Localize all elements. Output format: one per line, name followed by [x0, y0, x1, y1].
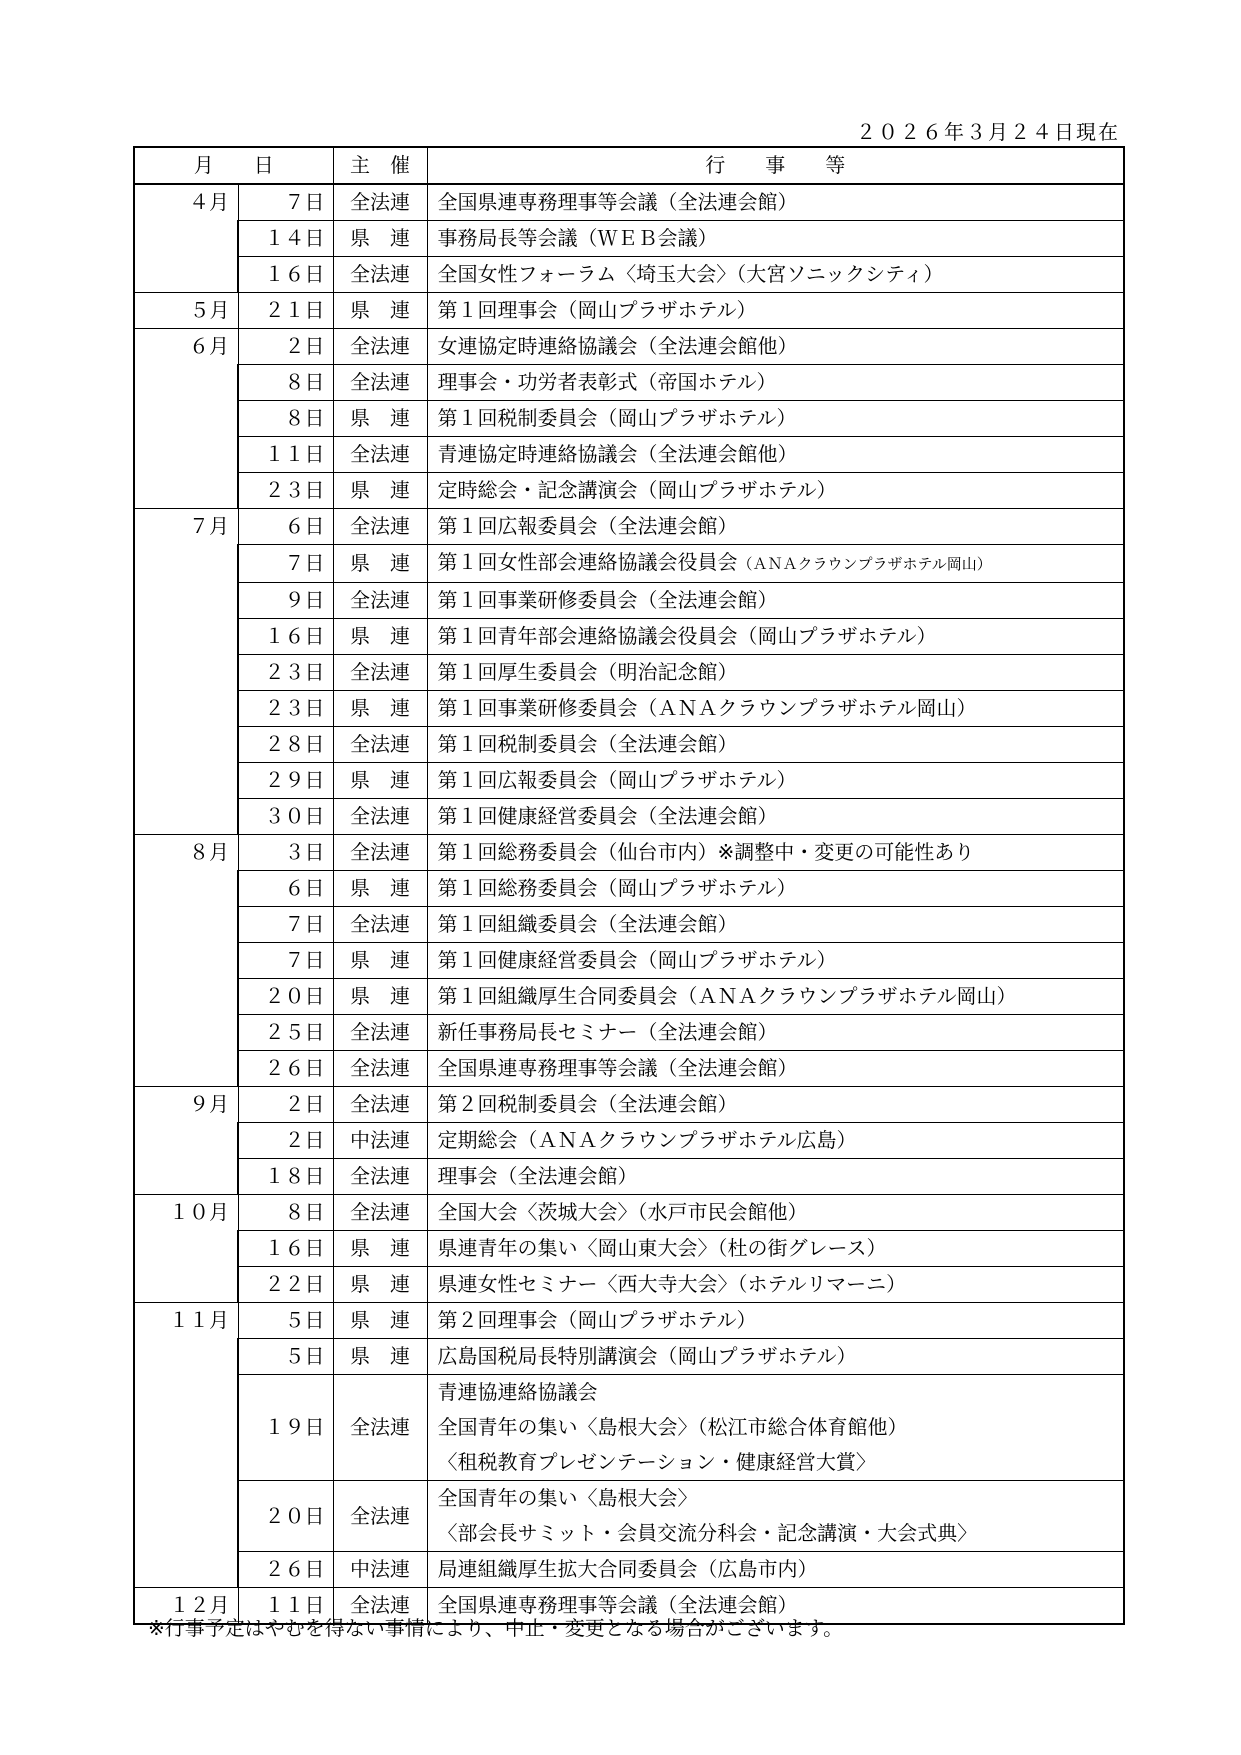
- event-cell: [427, 437, 1124, 473]
- event-cell: [427, 401, 1124, 437]
- event-text: 第１回税制委員会（岡山プラザホテル）: [437, 406, 797, 430]
- event-cell: [427, 1231, 1124, 1267]
- organizer-cell: 全法連: [333, 1481, 427, 1552]
- event-text: 〈部会長サミット・会員交流分科会・記念講演・大会式典〉: [437, 1521, 978, 1545]
- header-event: 行 事 等: [427, 147, 1124, 184]
- table-row: [134, 691, 1124, 727]
- organizer-cell: 全法連: [333, 1087, 427, 1123]
- event-cell: [427, 1195, 1124, 1231]
- organizer-cell: 県 連: [333, 979, 427, 1015]
- day-cell: ２日: [238, 1123, 333, 1159]
- event-text: 全国県連専務理事等会議（全法連会館）: [437, 190, 798, 214]
- month-cell: １２月: [134, 1588, 238, 1625]
- day-cell: ２３日: [238, 691, 333, 727]
- table-row: [134, 799, 1124, 835]
- day-cell: ３日: [238, 835, 333, 871]
- header-row: [134, 147, 1124, 184]
- month-cell: １０月: [134, 1195, 238, 1303]
- organizer-cell: 全法連: [333, 1375, 427, 1481]
- table-row: [134, 979, 1124, 1015]
- table-row: [134, 1051, 1124, 1087]
- day-cell: ８日: [238, 365, 333, 401]
- table-row: [134, 473, 1124, 509]
- table-row: [134, 943, 1124, 979]
- organizer-cell: 県 連: [333, 763, 427, 799]
- event-cell: [427, 184, 1124, 221]
- month-cell: ６月: [134, 329, 238, 509]
- event-cell: [427, 619, 1124, 655]
- event-text: 第１回女性部会連絡協議会役員会: [437, 550, 738, 574]
- event-text: 第１回健康経営委員会（全法連会館）: [437, 804, 778, 828]
- organizer-cell: 全法連: [333, 907, 427, 943]
- day-cell: ２８日: [238, 727, 333, 763]
- event-text: 女連協定時連絡協議会（全法連会館他）: [437, 334, 798, 358]
- header-organizer: 主 催: [333, 147, 427, 184]
- event-cell: [427, 691, 1124, 727]
- event-cell: [427, 871, 1124, 907]
- organizer-cell: 全法連: [333, 257, 427, 293]
- day-cell: ６日: [238, 871, 333, 907]
- month-cell: ４月: [134, 184, 238, 293]
- organizer-cell: 全法連: [333, 835, 427, 871]
- event-text: 〈租税教育プレゼンテーション・健康経営大賞〉: [437, 1450, 876, 1474]
- organizer-cell: 中法連: [333, 1123, 427, 1159]
- organizer-cell: 県 連: [333, 545, 427, 583]
- day-cell: ８日: [238, 1195, 333, 1231]
- event-cell: [427, 583, 1124, 619]
- day-cell: ２日: [238, 1087, 333, 1123]
- event-text: 第１回税制委員会（全法連会館）: [437, 732, 738, 756]
- organizer-cell: 全法連: [333, 365, 427, 401]
- table-row: [134, 727, 1124, 763]
- organizer-cell: 全法連: [333, 655, 427, 691]
- event-text: 全国女性フォーラム〈埼玉大会〉（大宮ソニックシティ）: [437, 262, 944, 286]
- event-cell: [427, 979, 1124, 1015]
- event-cell: [427, 1552, 1124, 1588]
- event-text: 定期総会（ＡＮＡクラウンプラザホテル広島）: [437, 1128, 857, 1152]
- table-row: [134, 545, 1124, 583]
- event-text: 事務局長等会議（ＷＥＢ会議）: [437, 226, 718, 250]
- event-text: 全国県連専務理事等会議（全法連会館）: [437, 1593, 798, 1617]
- table-row: [134, 619, 1124, 655]
- organizer-cell: 県 連: [333, 1339, 427, 1375]
- day-cell: ７日: [238, 184, 333, 221]
- organizer-cell: 全法連: [333, 1015, 427, 1051]
- day-cell: ５日: [238, 1339, 333, 1375]
- event-text: 第１回青年部会連絡協議会役員会（岡山プラザホテル）: [437, 624, 937, 648]
- table-row: [134, 329, 1124, 365]
- day-cell: １１日: [238, 1588, 333, 1625]
- month-cell: １１月: [134, 1303, 238, 1588]
- table-row: [134, 871, 1124, 907]
- day-cell: ２日: [238, 329, 333, 365]
- event-text: 第１回総務委員会（仙台市内）※調整中・変更の可能性あり: [437, 840, 975, 864]
- month-cell: ７月: [134, 509, 238, 835]
- day-cell: ２２日: [238, 1267, 333, 1303]
- event-text: 新任事務局長セミナー（全法連会館）: [437, 1020, 778, 1044]
- day-cell: ７日: [238, 907, 333, 943]
- table-row: [134, 1231, 1124, 1267]
- event-text: 第１回広報委員会（岡山プラザホテル）: [437, 768, 797, 792]
- table-row: [134, 401, 1124, 437]
- event-cell: [427, 727, 1124, 763]
- table-row: [134, 1339, 1124, 1375]
- event-cell: [427, 1303, 1124, 1339]
- organizer-cell: 全法連: [333, 329, 427, 365]
- event-text: 県連女性セミナー〈西大寺大会〉（ホテルリマーニ）: [437, 1272, 907, 1296]
- event-cell: [427, 1051, 1124, 1087]
- day-cell: ９日: [238, 583, 333, 619]
- day-cell: １８日: [238, 1159, 333, 1195]
- event-cell: [427, 365, 1124, 401]
- organizer-cell: 県 連: [333, 221, 427, 257]
- table-row: [134, 437, 1124, 473]
- event-cell: [427, 1339, 1124, 1375]
- table-row: [134, 257, 1124, 293]
- organizer-cell: 全法連: [333, 583, 427, 619]
- event-text: 定時総会・記念講演会（岡山プラザホテル）: [437, 478, 837, 502]
- table-row: [134, 1303, 1124, 1339]
- event-text: 第１回事業研修委員会（ＡＮＡクラウンプラザホテル岡山）: [437, 696, 977, 720]
- day-cell: １４日: [238, 221, 333, 257]
- event-venue-small: （ＡＮＡクラウンプラザホテル岡山）: [737, 555, 992, 573]
- event-cell: [427, 257, 1124, 293]
- event-text: 理事会（全法連会館）: [437, 1164, 638, 1188]
- table-row: [134, 184, 1124, 221]
- event-text: 第１回組織委員会（全法連会館）: [437, 912, 738, 936]
- event-text: 第２回理事会（岡山プラザホテル）: [437, 1308, 757, 1332]
- organizer-cell: 県 連: [333, 293, 427, 329]
- table-row: [134, 1375, 1124, 1481]
- month-cell: ５月: [134, 293, 238, 329]
- event-cell: [427, 329, 1124, 365]
- day-cell: ２３日: [238, 655, 333, 691]
- event-text: 全国大会〈茨城大会〉（水戸市民会館他）: [437, 1200, 808, 1224]
- table-row: [134, 763, 1124, 799]
- footnote: ※行事予定はやむを得ない事情により、中止・変更となる場合がございます。: [148, 1616, 844, 1640]
- event-cell: [427, 1123, 1124, 1159]
- organizer-cell: 全法連: [333, 437, 427, 473]
- day-cell: １６日: [238, 257, 333, 293]
- event-schedule-table: [133, 146, 1125, 1625]
- organizer-cell: 全法連: [333, 184, 427, 221]
- day-cell: ２０日: [238, 1481, 333, 1552]
- event-cell: [427, 545, 1124, 583]
- day-cell: ７日: [238, 545, 333, 583]
- event-cell: [427, 1159, 1124, 1195]
- day-cell: ２３日: [238, 473, 333, 509]
- event-cell: [427, 1087, 1124, 1123]
- table-row: [134, 293, 1124, 329]
- event-text: 第１回厚生委員会（明治記念館）: [437, 660, 738, 684]
- organizer-cell: 県 連: [333, 943, 427, 979]
- organizer-cell: 全法連: [333, 1051, 427, 1087]
- event-cell: [427, 1481, 1124, 1552]
- day-cell: ２９日: [238, 763, 333, 799]
- day-cell: ２６日: [238, 1051, 333, 1087]
- event-text: 県連青年の集い〈岡山東大会〉（杜の街グレース）: [437, 1236, 887, 1260]
- day-cell: ７日: [238, 943, 333, 979]
- day-cell: ８日: [238, 401, 333, 437]
- table-row: [134, 1267, 1124, 1303]
- event-text: 第１回理事会（岡山プラザホテル）: [437, 298, 757, 322]
- event-cell: [427, 835, 1124, 871]
- event-text: 局連組織厚生拡大合同委員会（広島市内）: [437, 1557, 818, 1581]
- event-text: 第１回総務委員会（岡山プラザホテル）: [437, 876, 797, 900]
- event-text: 第２回税制委員会（全法連会館）: [437, 1092, 738, 1116]
- organizer-cell: 県 連: [333, 1231, 427, 1267]
- day-cell: ６日: [238, 509, 333, 545]
- day-cell: ２６日: [238, 1552, 333, 1588]
- organizer-cell: 県 連: [333, 401, 427, 437]
- organizer-cell: 中法連: [333, 1552, 427, 1588]
- event-cell: [427, 293, 1124, 329]
- event-text: 理事会・功労者表彰式（帝国ホテル）: [437, 370, 777, 394]
- organizer-cell: 県 連: [333, 691, 427, 727]
- table-row: [134, 1552, 1124, 1588]
- event-cell: [427, 655, 1124, 691]
- event-text: 第１回事業研修委員会（全法連会館）: [437, 588, 778, 612]
- table-row: [134, 835, 1124, 871]
- day-cell: ２１日: [238, 293, 333, 329]
- event-text: 全国青年の集い〈島根大会〉: [437, 1486, 698, 1510]
- table-row: [134, 221, 1124, 257]
- table-row: [134, 655, 1124, 691]
- day-cell: １６日: [238, 619, 333, 655]
- table-row: [134, 583, 1124, 619]
- day-cell: １１日: [238, 437, 333, 473]
- event-text: 第１回組織厚生合同委員会（ＡＮＡクラウンプラザホテル岡山）: [437, 984, 1017, 1008]
- table-row: [134, 1015, 1124, 1051]
- table-row: [134, 1087, 1124, 1123]
- organizer-cell: 県 連: [333, 619, 427, 655]
- table-row: [134, 1123, 1124, 1159]
- event-cell: [427, 509, 1124, 545]
- event-cell: [427, 473, 1124, 509]
- day-cell: ２０日: [238, 979, 333, 1015]
- organizer-cell: 全法連: [333, 1159, 427, 1195]
- organizer-cell: 県 連: [333, 1303, 427, 1339]
- organizer-cell: 全法連: [333, 727, 427, 763]
- event-text: 全国青年の集い〈島根大会〉（松江市総合体育館他）: [437, 1415, 908, 1439]
- organizer-cell: 県 連: [333, 1267, 427, 1303]
- event-text: 青連協連絡協議会: [437, 1380, 598, 1404]
- event-cell: [427, 763, 1124, 799]
- event-cell: [427, 799, 1124, 835]
- event-text: 第１回広報委員会（全法連会館）: [437, 514, 738, 538]
- day-cell: ２５日: [238, 1015, 333, 1051]
- event-cell: [427, 943, 1124, 979]
- event-text: 全国県連専務理事等会議（全法連会館）: [437, 1056, 798, 1080]
- month-cell: ９月: [134, 1087, 238, 1195]
- organizer-cell: 全法連: [333, 509, 427, 545]
- day-cell: ３０日: [238, 799, 333, 835]
- table-row: [134, 365, 1124, 401]
- event-text: 青連協定時連絡協議会（全法連会館他）: [437, 442, 798, 466]
- month-cell: ８月: [134, 835, 238, 1087]
- day-cell: ５日: [238, 1303, 333, 1339]
- day-cell: １６日: [238, 1231, 333, 1267]
- event-cell: [427, 1015, 1124, 1051]
- organizer-cell: 県 連: [333, 473, 427, 509]
- event-cell: [427, 907, 1124, 943]
- header-month-day: 月 日: [134, 147, 333, 184]
- table-row: [134, 907, 1124, 943]
- organizer-cell: 全法連: [333, 799, 427, 835]
- organizer-cell: 全法連: [333, 1588, 427, 1625]
- table-row: [134, 509, 1124, 545]
- organizer-cell: 全法連: [333, 1195, 427, 1231]
- day-cell: １９日: [238, 1375, 333, 1481]
- event-cell: [427, 1267, 1124, 1303]
- table-row: [134, 1159, 1124, 1195]
- as-of-date: ２０２６年３月２４日現在: [856, 120, 1120, 144]
- organizer-cell: 県 連: [333, 871, 427, 907]
- event-text: 広島国税局長特別講演会（岡山プラザホテル）: [437, 1344, 857, 1368]
- event-cell: [427, 1375, 1124, 1481]
- event-cell: [427, 221, 1124, 257]
- event-text: 第１回健康経営委員会（岡山プラザホテル）: [437, 948, 837, 972]
- table-row: [134, 1195, 1124, 1231]
- table-row: [134, 1481, 1124, 1552]
